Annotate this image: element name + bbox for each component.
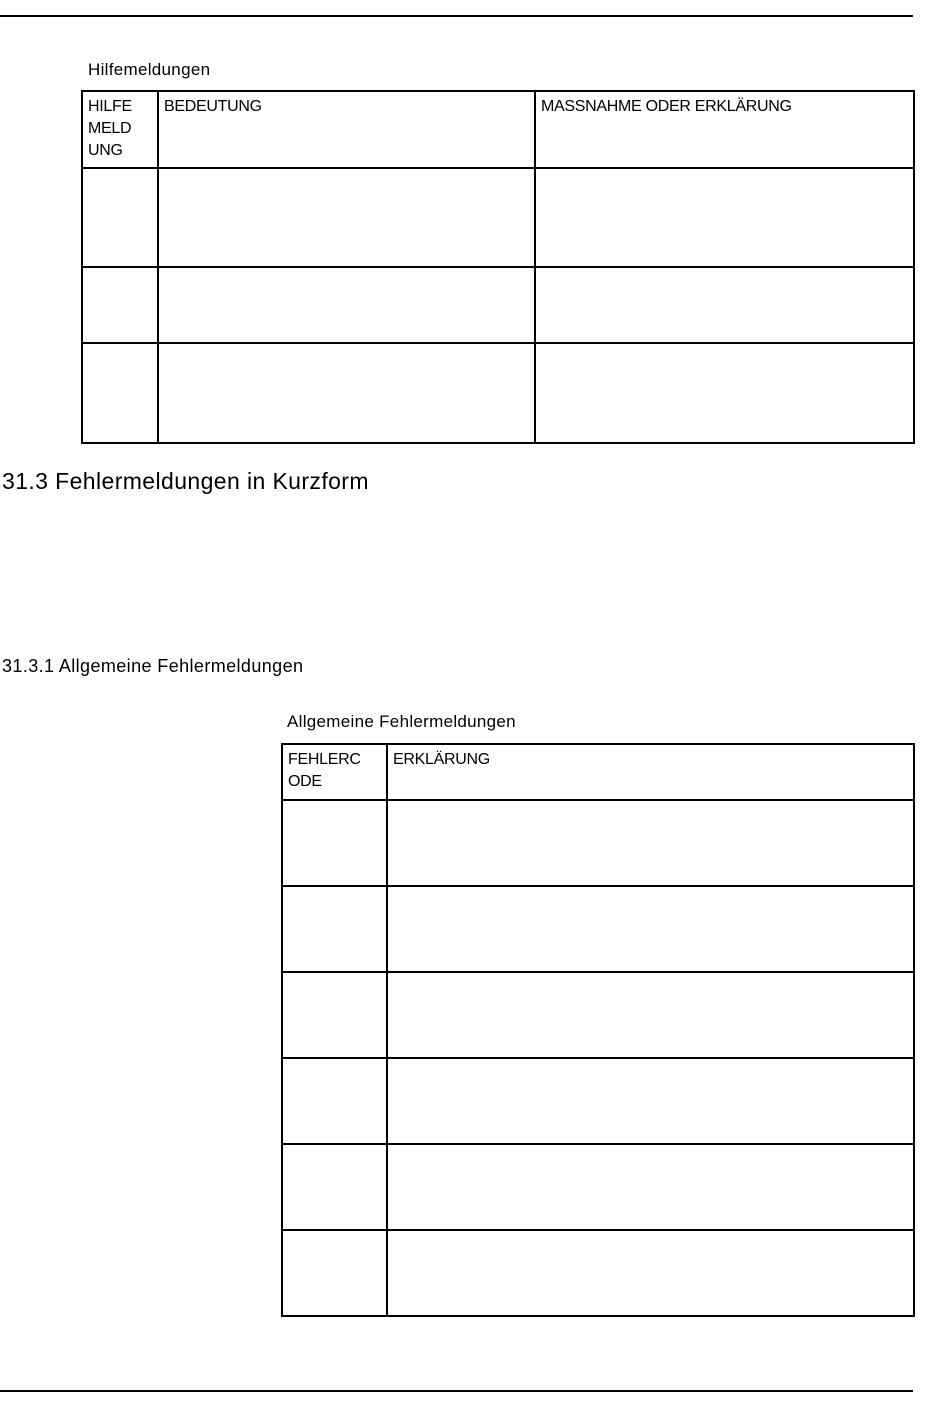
table-row — [282, 1058, 914, 1144]
table-cell — [158, 267, 535, 343]
table-cell — [282, 800, 387, 886]
table-cell — [82, 267, 158, 343]
table-row — [82, 267, 914, 343]
table-cell — [158, 168, 535, 267]
top-rule — [0, 15, 913, 17]
table-cell — [282, 886, 387, 972]
table-header-row — [282, 744, 914, 800]
section-heading: 31.3 Fehlermeldungen in Kurzform — [2, 468, 369, 494]
table-cell — [535, 168, 914, 267]
table-row — [282, 800, 914, 886]
column-header-action: MASSNAHME ODER ERKLÄRUNG — [535, 91, 914, 168]
table-cell — [158, 343, 535, 443]
table-cell — [282, 1144, 387, 1230]
table-row — [282, 972, 914, 1058]
table-cell — [387, 800, 914, 886]
table-header-row — [82, 91, 914, 168]
general-errors-table — [281, 743, 915, 1317]
bottom-rule — [0, 1390, 913, 1392]
table-row — [282, 886, 914, 972]
table-cell — [387, 1144, 914, 1230]
column-header-help-message: HILFE MELD UNG — [82, 91, 158, 168]
column-header-meaning: BEDEUTUNG — [158, 91, 535, 168]
table-cell — [387, 1058, 914, 1144]
table-cell — [282, 1058, 387, 1144]
table-cell — [282, 972, 387, 1058]
table-row — [82, 168, 914, 267]
column-header-explanation: ERKLÄRUNG — [387, 744, 914, 800]
table-cell — [535, 267, 914, 343]
column-header-error-code: FEHLERC ODE — [282, 744, 387, 800]
table-row — [82, 343, 914, 443]
table-row — [282, 1230, 914, 1316]
subsection-heading: 31.3.1 Allgemeine Fehlermeldungen — [2, 656, 304, 676]
table-cell — [82, 168, 158, 267]
table-cell — [535, 343, 914, 443]
table-cell — [387, 1230, 914, 1316]
help-messages-table — [81, 90, 915, 444]
general-errors-table-caption: Allgemeine Fehlermeldungen — [287, 712, 516, 731]
table-cell — [282, 1230, 387, 1316]
table-row — [282, 1144, 914, 1230]
table-cell — [387, 972, 914, 1058]
table-cell — [387, 886, 914, 972]
help-table-caption: Hilfemeldungen — [88, 60, 211, 79]
table-cell — [82, 343, 158, 443]
